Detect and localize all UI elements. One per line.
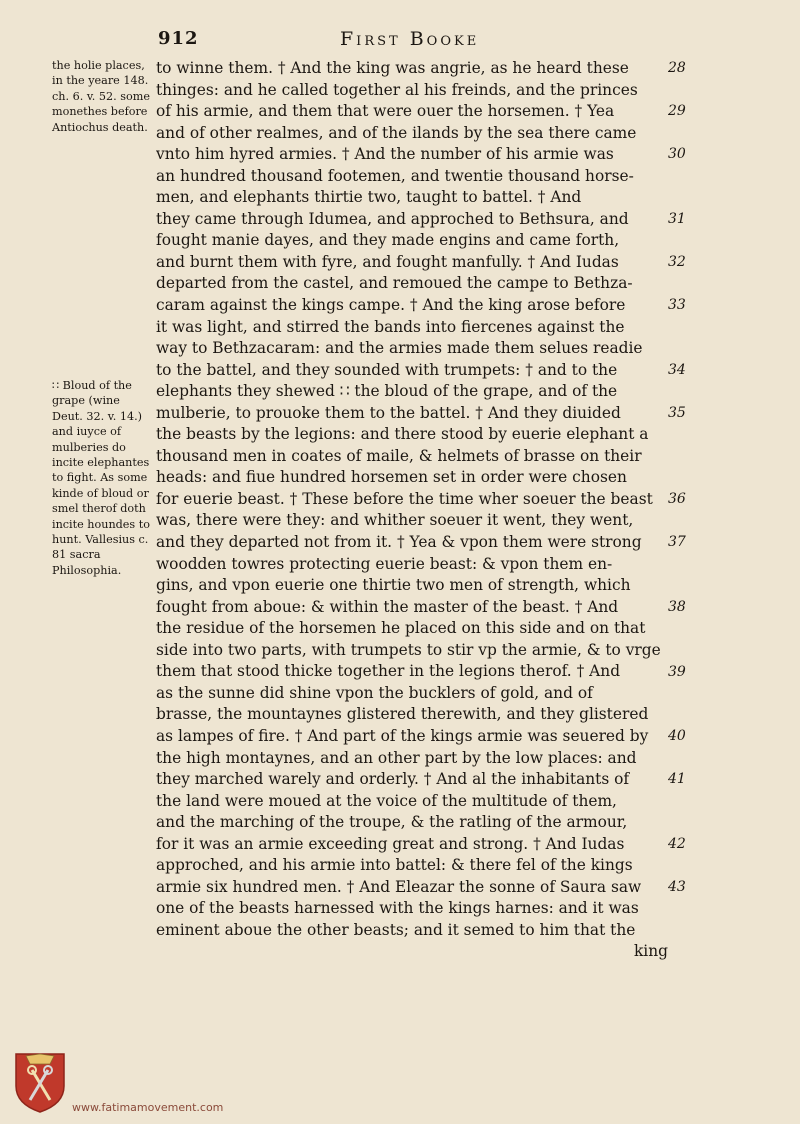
- text-line: of his armie, and them that were ouer the horsemen. † Yea: [156, 102, 615, 121]
- text-line: to the battel, and they sounded with trumpets: † and to the: [156, 360, 618, 379]
- text-line: brasse, the mountaynes glistered therewith, and they glistered: [156, 705, 649, 724]
- text-line: caram against the kings campe. † And the king arose before: [156, 296, 626, 315]
- verse-number: 34: [668, 362, 686, 378]
- verse-number: 41: [668, 771, 686, 787]
- text-line: for it was an armie exceeding great and strong. † And Iudas: [156, 834, 625, 853]
- page-number: 912: [158, 28, 199, 49]
- verse-number: 42: [668, 836, 686, 852]
- verse-number: 32: [668, 254, 686, 270]
- text-line: and the marching of the troupe, & the ratling of the armour,: [156, 813, 628, 832]
- text-line: woodden towres protecting euerie beast: & vpon them en-: [156, 554, 613, 573]
- body-text: [156, 58, 668, 963]
- verse-number: 28: [668, 60, 686, 76]
- text-line: men, and elephants thirtie two, taught to battel. † And: [156, 188, 582, 207]
- margin-note-holy-places: the holie places, in the yeare 148. ch. 6. v. 52. some monethes before Antiochus death.: [52, 59, 150, 134]
- text-line: vnto him hyred armies. † And the number of his armie was: [156, 145, 614, 164]
- margin-note-bloud-of-grape: ∷ Bloud of the grape (wine Deut. 32. v. 14.) and iuyce of mulberies do incite elephantes to fight. As some kinde of bloud or smel therof doth incite houndes to hunt. Vallesius c. 81 sacra Philosophia.: [52, 379, 150, 577]
- verse-number: 39: [668, 664, 686, 680]
- verse-number: 30: [668, 146, 686, 162]
- verse-number: 43: [668, 879, 686, 895]
- verse-number: 35: [668, 405, 686, 421]
- running-title: First Booke: [340, 28, 480, 50]
- text-line: they came through Idumea, and approched to Bethsura, and: [156, 209, 629, 228]
- footer-url: www.fatimamovement.com: [72, 1101, 224, 1114]
- verse-number: 29: [668, 103, 686, 119]
- text-line: was, there were they: and whither soeuer it went, they went,: [156, 511, 634, 530]
- verse-number: 38: [668, 599, 686, 615]
- text-line: fought manie dayes, and they made engins and came forth,: [156, 231, 620, 250]
- text-line: the beasts by the legions: and there stood by euerie elephant a: [156, 425, 649, 444]
- text-line: and they departed not from it. † Yea & vpon them were strong: [156, 533, 642, 552]
- text-line: one of the beasts harnessed with the kings harnes: and it was: [156, 899, 639, 918]
- text-line: as the sunne did shine vpon the bucklers of gold, and of: [156, 683, 593, 702]
- verse-number: 33: [668, 297, 686, 313]
- text-line: the residue of the horsemen he placed on this side and on that: [156, 619, 646, 638]
- verse-number: 36: [668, 491, 686, 507]
- text-line: fought from aboue: & within the master of the beast. † And: [156, 597, 619, 616]
- text-line: way to Bethzacaram: and the armies made them selues readie: [156, 339, 643, 358]
- text-line: side into two parts, with trumpets to stir vp the armie, & to vrge: [156, 640, 661, 659]
- text-line: the high montaynes, and an other part by the low places: and: [156, 748, 637, 767]
- text-line: the land were moued at the voice of the multitude of them,: [156, 791, 617, 810]
- text-line: eminent aboue the other beasts; and it semed to him that the: [156, 920, 636, 939]
- text-line: thousand men in coates of maile, & helmets of brasse on their: [156, 446, 642, 465]
- vatican-crest-icon: [12, 1052, 68, 1114]
- text-line: mulberie, to prouoke them to the battel. † And they diuided: [156, 403, 621, 422]
- text-line: for euerie beast. † These before the time wher soeuer the beast: [156, 489, 653, 508]
- text-line: them that stood thicke together in the legions therof. † And: [156, 662, 621, 681]
- text-line: gins, and vpon euerie one thirtie two men of strength, which: [156, 576, 631, 595]
- text-line: they marched warely and orderly. † And al the inhabitants of: [156, 770, 630, 789]
- text-line: approched, and his armie into battel: & there fel of the kings: [156, 856, 633, 875]
- verse-number: 31: [668, 211, 686, 227]
- text-line: thinges: and he called together al his freinds, and the princes: [156, 80, 638, 99]
- text-line: an hundred thousand footemen, and twentie thousand horse-: [156, 166, 634, 185]
- verse-number: 40: [668, 728, 686, 744]
- text-line: as lampes of fire. † And part of the kings armie was seuered by: [156, 726, 649, 745]
- text-line: to winne them. † And the king was angrie, as he heard these: [156, 59, 629, 77]
- text-line: heads: and fiue hundred horsemen set in order were chosen: [156, 468, 627, 487]
- text-line: armie six hundred men. † And Eleazar the sonne of Saura saw: [156, 877, 642, 896]
- text-line: it was light, and stirred the bands into fiercenes against the: [156, 317, 625, 336]
- text-line: elephants they shewed ∷ the bloud of the grape, and of the: [156, 382, 618, 401]
- verse-number: 37: [668, 534, 686, 550]
- catchword: king: [633, 942, 668, 961]
- text-line: and of other realmes, and of the ilands by the sea there came: [156, 123, 637, 142]
- text-line: departed from the castel, and remoued the campe to Bethza-: [156, 274, 633, 293]
- text-line: and burnt them with fyre, and fought manfully. † And Iudas: [156, 252, 619, 271]
